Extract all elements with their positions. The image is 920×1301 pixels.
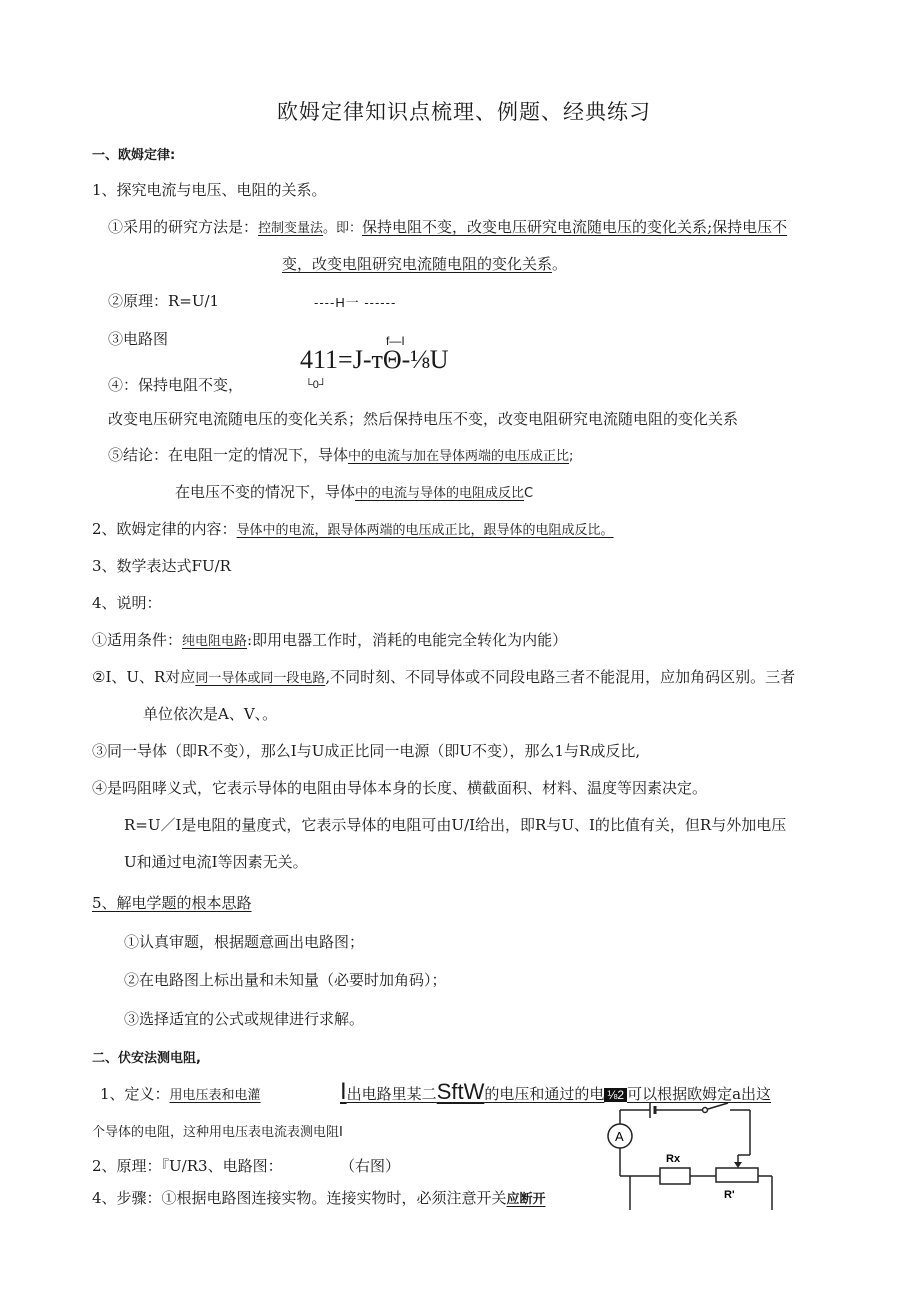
note-4-line-3: U和通过电流I等因素无关。 [124, 853, 308, 871]
item-2-text: 导体中的电流，跟导体两端的电压成正比，跟导体的电阻成反比。 [236, 523, 614, 538]
method-prefix: ①采用的研究方法是： [108, 218, 259, 236]
steps-term: 应断开 [506, 1192, 546, 1207]
definition-line-2 [92, 1123, 343, 1143]
note-4-line-2: R=U／I是电阻的量度式，它表示导体的电阻可由U/I给出，即R与U、I的比值有关，但R与外加电压 [124, 816, 787, 834]
method-detail-2: 保持电压不 [712, 218, 788, 236]
garbled-dash: ----H一 ------ [314, 295, 397, 310]
definition-line-2-text: 个导体的电阻，这种用电压表电流表测电阻 [92, 1125, 340, 1140]
conclusion-2-end: C [524, 486, 534, 501]
steps-prefix: 4、步骤：①根据电路图连接实物。连接实物时，必须注意开关 [92, 1189, 507, 1207]
section-heading-ohms-law: 一、欧姆定律: [92, 148, 176, 163]
note-2-cont: 单位依次是A、V、。 [143, 705, 278, 723]
note-2-term: 同一导体或同一段电路 [195, 671, 326, 686]
item-1-explore: 1、探究电流与电压、电阻的关系。 [92, 181, 327, 199]
circuit-label: ③电路图 [108, 330, 169, 348]
item-2-prefix: 2、欧姆定律的内容： [92, 520, 237, 538]
principle-2: 2、原理：『U/R3、电路图： [92, 1157, 283, 1175]
rheostat-label: R' [724, 1189, 735, 1201]
definition-line [100, 1082, 261, 1108]
method-detail-1: 保持电阻不变，改变电压研究电流随电压的变化关系 [362, 218, 708, 236]
definition-big-2: SftW [436, 1079, 485, 1104]
definition-big-1: I [340, 1078, 347, 1105]
circuit-diagram [604, 1100, 784, 1210]
method-mid: 。即： [323, 221, 363, 236]
garbled-top: f—I [386, 334, 405, 348]
conclusion-1-end: ; [569, 449, 574, 464]
rx-label: Rx [666, 1153, 681, 1165]
definition-line-2-end: I [339, 1125, 343, 1140]
approach-step-3: ③选择适宜的公式或规律进行求解。 [124, 1010, 365, 1028]
section-heading-voltammetry: 二、伏安法测电阻, [92, 1051, 201, 1066]
definition-mid-3: 可以根据欧姆定a出这 [627, 1085, 772, 1103]
note-2-prefix: ②I、U、R对应 [92, 668, 196, 686]
note-1 [92, 630, 567, 652]
definition-term: 用电压表和电灌 [169, 1088, 261, 1103]
approach-step-2: ②在电路图上标出量和未知量（必要时加角码）； [124, 971, 447, 989]
garbled-formula: 411=J-ᴛΘ-⅛U [300, 345, 449, 374]
method-name: 控制变量法 [258, 221, 324, 236]
note-1-prefix: ①适用条件： [92, 631, 183, 649]
principle-line: ②原理：R=U/1 [108, 292, 220, 310]
item-5-approach [92, 893, 252, 913]
method-end: 。 [552, 255, 568, 273]
item-5-text: 5、解电学题的根本思路 [92, 894, 252, 912]
step-4: ④：保持电阻不变， [108, 376, 244, 394]
note-2-rest: ,不同时刻、不同导体或不同段电路三者不能混用，应加角码区别。三者 [325, 668, 796, 686]
conclusion-2-prefix: 在电压不变的情况下，导体 [175, 483, 356, 501]
item-4-notes: 4、说明： [92, 594, 162, 612]
conclusion-2-text: 中的电流与导体的电阻成反比 [355, 486, 525, 501]
approach-step-1: ①认真审题，根据题意画出电路图； [124, 933, 365, 951]
definition-block: ⅛2 [604, 1088, 627, 1102]
conclusion-1 [108, 445, 573, 467]
page-title: 欧姆定律知识点梳理、例题、经典练习 [277, 100, 651, 124]
steps-line [92, 1188, 546, 1210]
method-sep: ; [707, 218, 713, 236]
definition-prefix: 1、定义： [100, 1085, 170, 1103]
item-3-expression: 3、数学表达式FU/R [92, 557, 231, 575]
method-line-2 [282, 254, 567, 274]
definition-mid-2: 的电压和通过的电 [484, 1085, 605, 1103]
note-3: ③同一导体（即R不变），那么I与U成正比同一电源（即U不变），那么1与R成反比, [92, 742, 641, 760]
definition-mid-1: 出电路里某二 [346, 1085, 437, 1103]
method-line [108, 217, 787, 239]
note-2 [92, 667, 795, 689]
ammeter-label: A [615, 1129, 624, 1144]
note-4: ④是吗阻哮义式，它表示导体的电阻由导体本身的长度、横截面积、材料、温度等因素决定。 [92, 779, 708, 797]
conclusion-2 [175, 482, 533, 504]
note-1-term: 纯电阻电路 [182, 634, 248, 649]
step-4-cont: 改变电压研究电流随电压的变化关系；然后保持电压不变，改变电阻研究电流随电阻的变化关系 [108, 410, 739, 428]
note-1-rest: :即用电器工作时，消耗的电能完全转化为内能） [247, 631, 568, 649]
method-detail-3: 变，改变电阻研究电流随电阻的变化关系 [282, 255, 553, 273]
item-2-content [92, 519, 614, 541]
garbled-sub: └0┘ [305, 379, 327, 391]
conclusion-1-prefix: ⑤结论：在电阻一定的情况下，导体 [108, 446, 349, 464]
principle-2-right: （右图） [340, 1157, 401, 1175]
conclusion-1-text: 中的电流与加在导体两端的电压成正比 [348, 449, 570, 464]
